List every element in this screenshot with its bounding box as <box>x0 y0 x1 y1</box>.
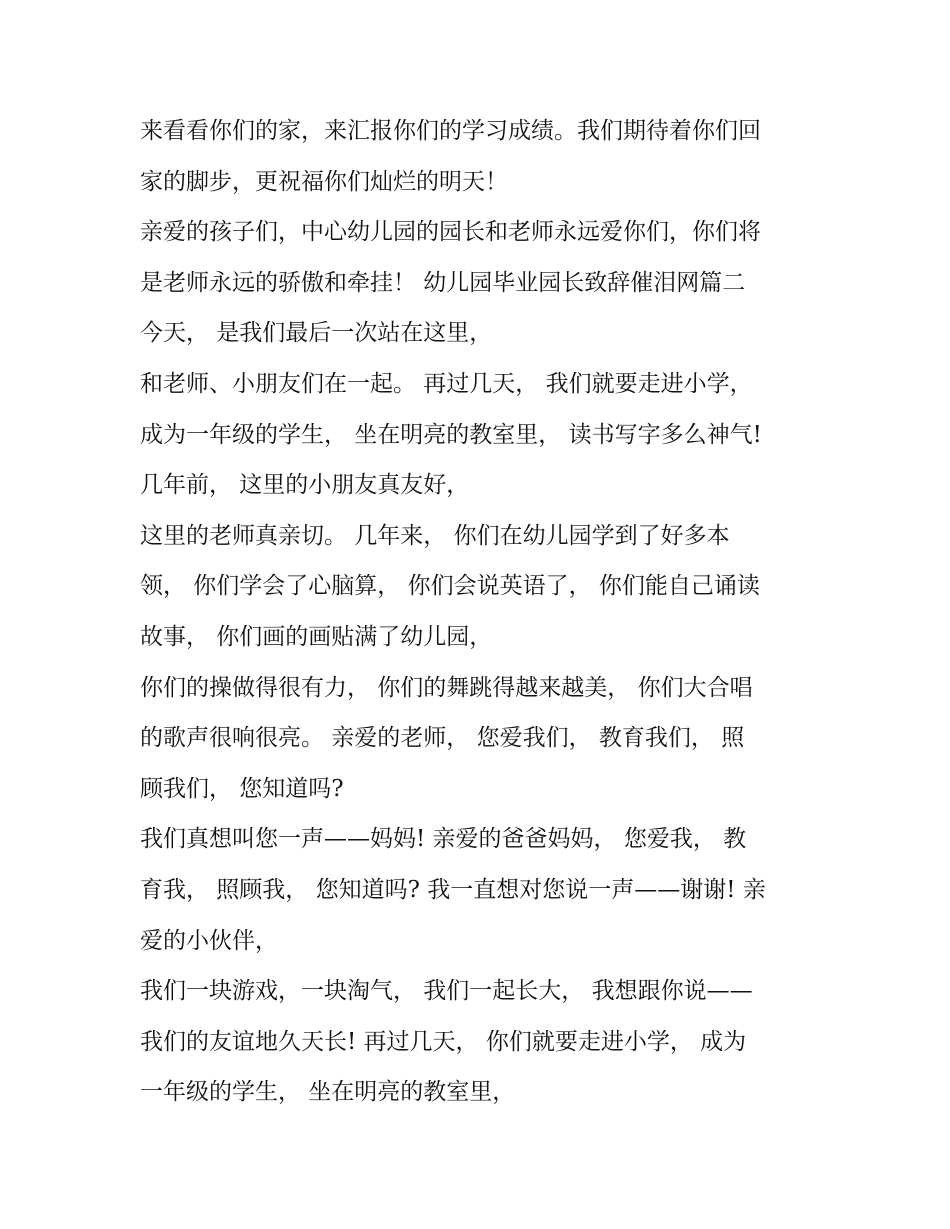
text-line: 领， 你们学会了心脑算， 你们会说英语了， 你们能自己诵读 <box>140 573 760 600</box>
text-line: 今天， 是我们最后一次站在这里， <box>140 320 493 347</box>
text-line: 是老师永远的骄傲和牵挂！ 幼儿园毕业园长致辞催泪网篇二 <box>140 269 746 296</box>
text-line: 你们的操做得很有力， 你们的舞跳得越来越美， 你们大合唱 <box>140 674 753 701</box>
text-line: 我们一块游戏，一块淘气， 我们一起长大， 我想跟你说—— <box>140 978 753 1005</box>
text-line: 几年前， 这里的小朋友真友好， <box>140 472 470 499</box>
text-line: 一年级的学生， 坐在明亮的教室里， <box>140 1079 516 1106</box>
text-line: 我们真想叫您一声——妈妈! 亲爱的爸爸妈妈， 您爱我， 教 <box>140 826 747 853</box>
text-line: 这里的老师真亲切。 几年来， 你们在幼儿园学到了好多本 <box>140 522 730 549</box>
text-line: 成为一年级的学生， 坐在明亮的教室里， 读书写字多么神气! <box>140 421 762 448</box>
text-line: 的歌声很响很亮。 亲爱的老师， 您爱我们， 教育我们， 照 <box>140 725 745 752</box>
text-line: 爱的小伙伴， <box>140 927 278 954</box>
body-text <box>140 106 840 1118</box>
text-line: 来看看你们的家，来汇报你们的学习成绩。我们期待着你们回 <box>140 118 761 144</box>
text-line: 我们的友谊地久天长! 再过几天， 你们就要走进小学， 成为 <box>140 1028 747 1055</box>
text-line: 故事， 你们画的画贴满了幼儿园， <box>140 623 493 650</box>
text-line: 和老师、小朋友们在一起。 再过几天， 我们就要走进小学， <box>140 370 753 397</box>
text-line: 育我， 照顾我， 您知道吗? 我一直想对您说一声——谢谢! 亲 <box>140 876 766 903</box>
text-line: 家的脚步，更祝福你们灿烂的明天！ <box>140 168 508 195</box>
text-line: 顾我们， 您知道吗? <box>140 775 344 802</box>
text-line: 亲爱的孩子们，中心幼儿园的园长和老师永远爱你们，你们将 <box>140 219 761 246</box>
